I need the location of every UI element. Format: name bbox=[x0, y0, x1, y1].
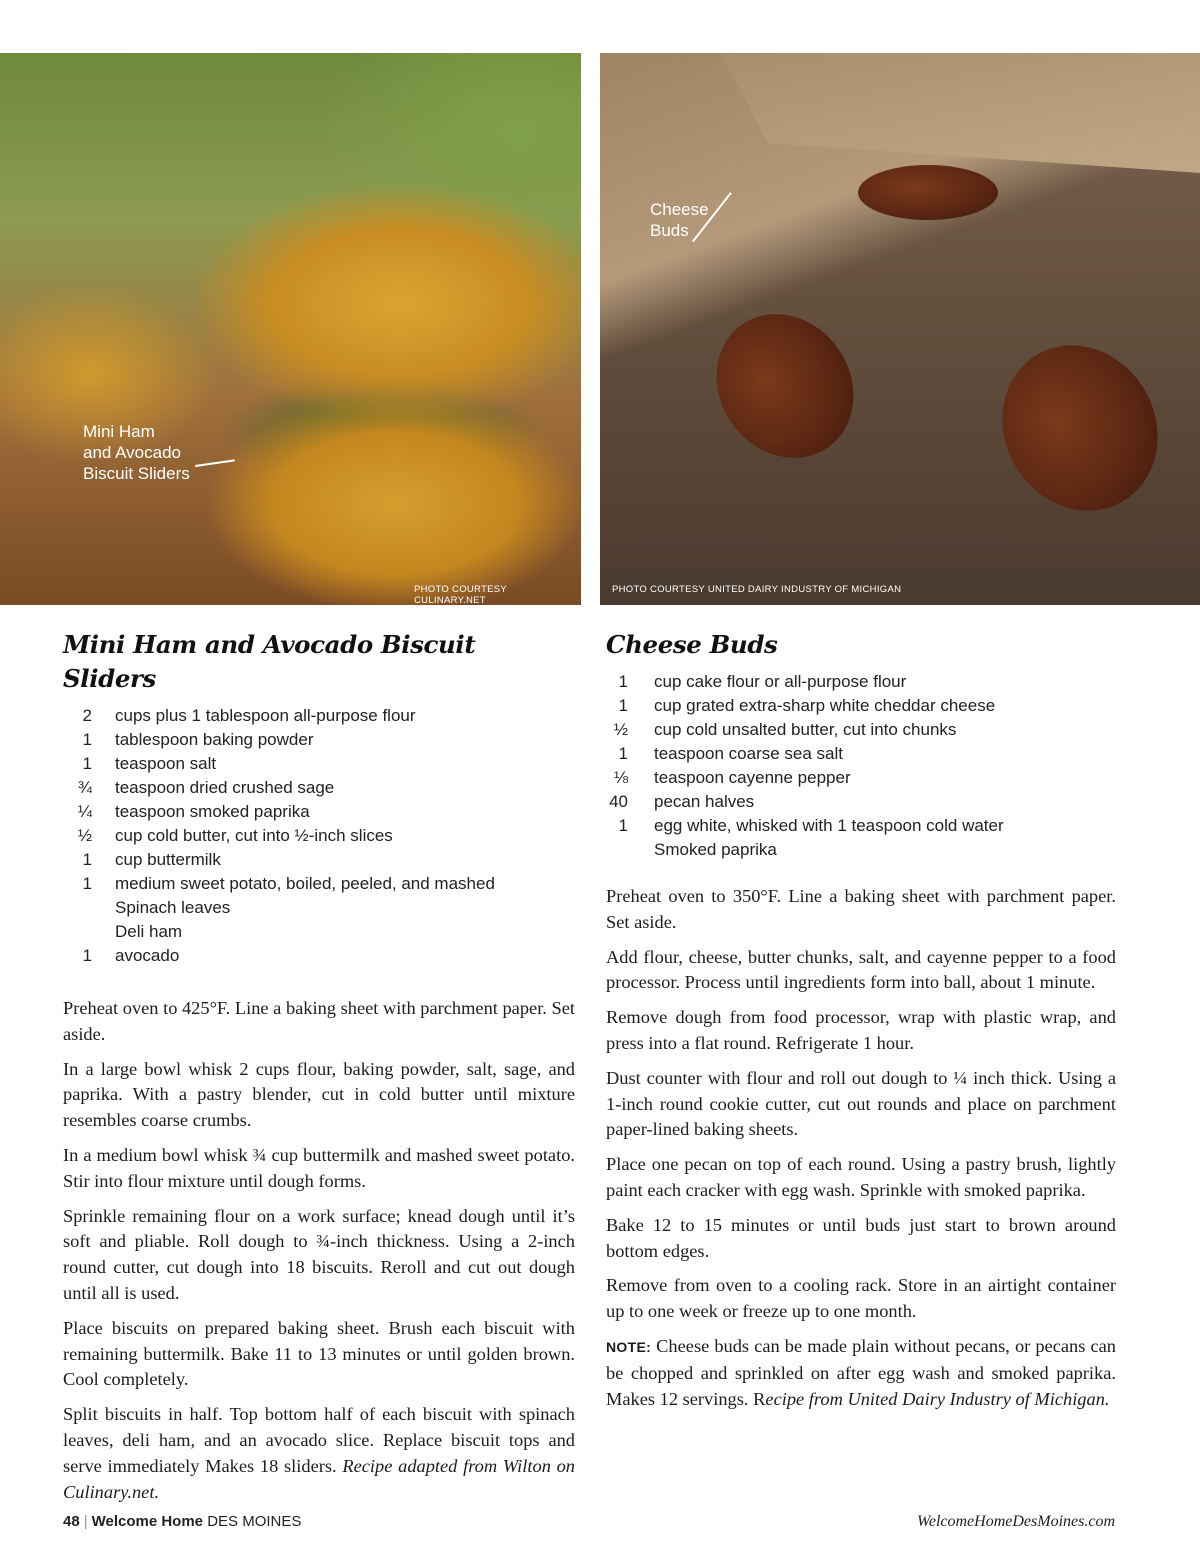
recipe-title: Mini Ham and Avocado Biscuit Sliders bbox=[63, 630, 476, 693]
instruction-step: Bake 12 to 15 minutes or until buds just start to brown around bottom edges. bbox=[606, 1214, 1116, 1261]
photo-credit-right: PHOTO COURTESY UNITED DAIRY INDUSTRY OF MICHIGAN bbox=[612, 584, 902, 595]
ingredient-row: ¼ teaspoon smoked paprika bbox=[77, 802, 310, 821]
instruction-step: Sprinkle remaining flour on a work surface; knead dough until it’s soft and pliable. Roll dough to ¾-inch thickness. Using a 2-inch round cutter, cut dough into 18 biscuits. Reroll and cut out dough until all is used. bbox=[63, 1205, 575, 1303]
instruction-step: Preheat oven to 425°F. Line a baking sheet with parchment paper. Set aside. bbox=[63, 998, 576, 1044]
publication-name: Welcome Home bbox=[91, 1513, 204, 1530]
ingredient-row: 1 teaspoon coarse sea salt bbox=[618, 744, 844, 763]
instruction-step: Preheat oven to 350°F. Line a baking sheet with parchment paper. Set aside. bbox=[606, 886, 1116, 932]
photo-cheese-buds bbox=[600, 53, 1200, 605]
ingredient-row: 2 cups plus 1 tablespoon all-purpose flour bbox=[82, 706, 416, 725]
ingredient-row: 1 cup buttermilk bbox=[82, 850, 221, 869]
ingredient-row: ½ cup cold butter, cut into ½-inch slices bbox=[77, 826, 393, 845]
ingredient-row: ½ cup cold unsalted butter, cut into chunks bbox=[613, 720, 957, 739]
ingredient-row: 1 cup grated extra-sharp white cheddar cheese bbox=[618, 696, 996, 715]
ingredient-row: ¾ teaspoon dried crushed sage bbox=[77, 778, 335, 797]
ingredient-row: Deli ham bbox=[115, 922, 183, 941]
photo-caption-cheese-buds: Cheese Buds bbox=[650, 200, 709, 240]
ingredient-row: Smoked paprika bbox=[654, 840, 777, 859]
pecan bbox=[973, 317, 1188, 539]
ingredient-list bbox=[606, 670, 1116, 862]
ingredient-row: 1 tablespoon baking powder bbox=[82, 730, 314, 749]
instruction-step: In a large bowl whisk 2 cups flour, baking powder, salt, sage, and paprika. With a pastry blender, cut in cold butter until mixture resembles coarse crumbs. bbox=[63, 1058, 575, 1131]
publication-city: DES MOINES bbox=[207, 1513, 302, 1530]
recipe-note: NOTE: Cheese buds can be made plain without pecans, or pecans can be chopped and sprinkled on after egg wash and smoked paprika. Makes 12 servings. Recipe from United Dairy Industry of Michigan. bbox=[606, 1335, 1116, 1409]
recipe-title: Cheese Buds bbox=[606, 630, 778, 659]
instruction-step: Dust counter with flour and roll out dough to ¼ inch thick. Using a 1-inch round cookie cutter, cut out rounds and place on parchment paper-lined baking sheets. bbox=[606, 1067, 1116, 1140]
footer-website: WelcomeHomeDesMoines.com bbox=[916, 1513, 1115, 1530]
instruction-step: Remove from oven to a cooling rack. Store in an airtight container up to one week or freeze up to one month. bbox=[606, 1275, 1116, 1322]
instruction-step: Place biscuits on prepared baking sheet. Brush each biscuit with remaining buttermilk. Bake 11 to 13 minutes or until golden brown. Cool completely. bbox=[63, 1317, 575, 1390]
note-label: NOTE: bbox=[606, 1338, 652, 1355]
instruction-step: Remove dough from food processor, wrap with plastic wrap, and press into a flat round. Refrigerate 1 hour. bbox=[606, 1007, 1116, 1053]
pecan bbox=[858, 165, 998, 220]
footer-folio: 48 | Welcome Home DES MOINES bbox=[63, 1513, 302, 1530]
ingredient-row: ⅛ teaspoon cayenne pepper bbox=[613, 768, 851, 787]
recipe-source: ecipe from United Dairy Industry of Michigan. bbox=[765, 1388, 1110, 1409]
photo-credit-left: PHOTO COURTESY CULINARY.NET bbox=[414, 584, 507, 605]
instruction-step: Split biscuits in half. Top bottom half of each biscuit with spinach leaves, deli ham, and an avocado slice. Replace biscuit tops and serve immediately Makes 18 sliders. Recipe adapted from Wilton on Culinary.net. bbox=[63, 1404, 576, 1502]
page-number: 48 bbox=[63, 1513, 80, 1530]
instructions bbox=[63, 996, 575, 1505]
ingredient-row: 1 medium sweet potato, boiled, peeled, and mashed bbox=[82, 874, 495, 893]
instruction-step: Add flour, cheese, butter chunks, salt, and cayenne pepper to a food processor. Process until ingredients form into ball, about 1 minute. bbox=[606, 946, 1116, 993]
recipe-source: Recipe adapted from Wilton on Culinary.net. bbox=[63, 1455, 576, 1502]
ingredient-row: Spinach leaves bbox=[115, 898, 231, 917]
photo-caption-biscuit-sliders: Mini Ham and Avocado Biscuit Sliders bbox=[83, 422, 190, 483]
recipe-cheese-buds bbox=[606, 628, 1116, 1421]
ingredient-row: 1 teaspoon salt bbox=[82, 754, 217, 773]
ingredient-row: 40 pecan halves bbox=[609, 792, 755, 811]
instruction-step: In a medium bowl whisk ¾ cup buttermilk and mashed sweet potato. Stir into flour mixture until dough forms. bbox=[63, 1144, 575, 1191]
ingredient-row: 1 egg white, whisked with 1 teaspoon cold water bbox=[618, 816, 1004, 835]
recipe-biscuit-sliders bbox=[63, 628, 575, 1514]
photo-biscuit-sliders bbox=[0, 53, 581, 605]
pecan bbox=[689, 287, 882, 484]
caption-leader-line bbox=[195, 459, 235, 466]
instructions bbox=[606, 884, 1116, 1412]
ingredient-list bbox=[63, 704, 575, 968]
instruction-step: Place one pecan on top of each round. Using a pastry brush, lightly paint each cracker with egg wash. Sprinkle with smoked paprika. bbox=[606, 1154, 1116, 1200]
ingredient-row: 1 cup cake flour or all-purpose flour bbox=[618, 672, 907, 691]
ingredient-row: 1 avocado bbox=[82, 946, 180, 965]
